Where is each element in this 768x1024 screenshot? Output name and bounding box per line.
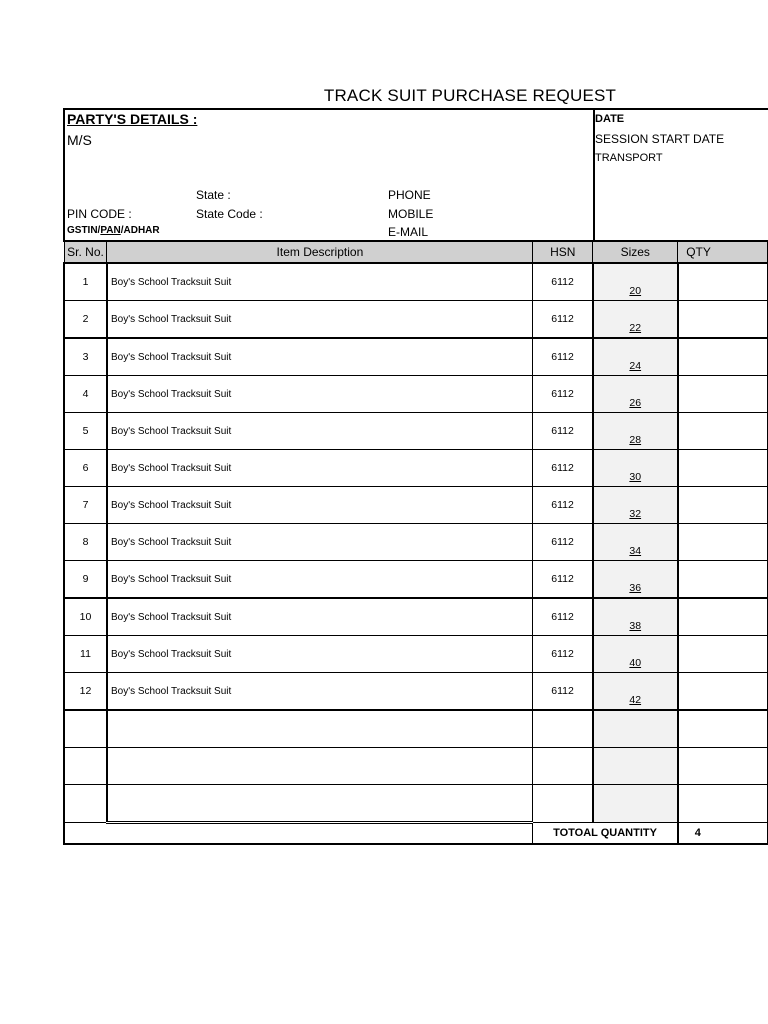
item-description-header: Item Description <box>107 241 533 263</box>
srno-cell: 7 <box>64 487 107 524</box>
hsn-cell: 6112 <box>533 673 593 711</box>
item-description-cell: Boy's School Tracksuit Suit <box>107 450 533 487</box>
srno-cell <box>64 785 107 823</box>
table-row <box>64 748 768 785</box>
size-cell <box>593 487 678 524</box>
hsn-cell: 6112 <box>533 524 593 561</box>
item-description-cell: Boy's School Tracksuit Suit <box>107 338 533 376</box>
srno-cell: 1 <box>64 263 107 301</box>
size-cell <box>593 598 678 636</box>
items-table <box>63 240 768 845</box>
table-row <box>64 301 768 339</box>
hsn-cell <box>533 748 593 785</box>
srno-cell: 3 <box>64 338 107 376</box>
item-description-cell: Boy's School Tracksuit Suit <box>107 487 533 524</box>
session-start-date-label: SESSION START DATE <box>595 132 725 146</box>
qty-cell[interactable] <box>678 263 768 301</box>
hsn-cell: 6112 <box>533 487 593 524</box>
table-row <box>64 338 768 376</box>
hsn-cell: 6112 <box>533 636 593 673</box>
total-quantity-label: TOTOAL QUANTITY <box>533 823 678 845</box>
item-description-cell: Boy's School Tracksuit Suit <box>107 376 533 413</box>
size-value: 28 <box>629 434 642 446</box>
sizes-header: Sizes <box>593 241 678 263</box>
qty-cell[interactable] <box>678 785 768 823</box>
item-description-cell: Boy's School Tracksuit Suit <box>107 598 533 636</box>
total-row <box>64 823 768 845</box>
size-cell <box>593 524 678 561</box>
hsn-cell: 6112 <box>533 450 593 487</box>
size-cell <box>593 301 678 339</box>
purchase-request-sheet <box>63 108 768 848</box>
state-label: State : <box>196 188 231 202</box>
hsn-cell: 6112 <box>533 598 593 636</box>
qty-cell[interactable] <box>678 748 768 785</box>
total-blank-cell <box>64 823 107 845</box>
qty-cell[interactable] <box>678 561 768 599</box>
document-title: TRACK SUIT PURCHASE REQUEST <box>323 86 617 105</box>
qty-cell[interactable] <box>678 450 768 487</box>
item-description-cell: Boy's School Tracksuit Suit <box>107 301 533 339</box>
srno-cell: 11 <box>64 636 107 673</box>
qty-cell[interactable] <box>678 524 768 561</box>
srno-cell: 6 <box>64 450 107 487</box>
srno-header: Sr. No. <box>64 241 107 263</box>
item-description-cell: Boy's School Tracksuit Suit <box>107 263 533 301</box>
qty-header: QTY <box>678 241 768 263</box>
item-description-cell: Boy's School Tracksuit Suit <box>107 413 533 450</box>
table-header-row <box>64 241 768 263</box>
qty-cell[interactable] <box>678 710 768 748</box>
srno-cell: 12 <box>64 673 107 711</box>
table-row <box>64 524 768 561</box>
table-row <box>64 673 768 711</box>
size-value: 20 <box>629 285 642 297</box>
hsn-cell: 6112 <box>533 561 593 599</box>
qty-cell[interactable] <box>678 598 768 636</box>
qty-cell[interactable] <box>678 636 768 673</box>
table-row <box>64 636 768 673</box>
srno-cell: 8 <box>64 524 107 561</box>
item-description-cell: Boy's School Tracksuit Suit <box>107 673 533 711</box>
size-value: 24 <box>629 360 642 372</box>
item-description-cell: Boy's School Tracksuit Suit <box>107 561 533 599</box>
qty-cell[interactable] <box>678 487 768 524</box>
hsn-cell: 6112 <box>533 263 593 301</box>
size-value: 32 <box>629 508 642 520</box>
size-value: 40 <box>629 657 642 669</box>
transport-label: TRANSPORT <box>595 152 663 164</box>
table-row <box>64 785 768 823</box>
phone-label: PHONE <box>388 188 431 202</box>
table-row <box>64 561 768 599</box>
date-label: DATE <box>595 113 625 125</box>
table-row <box>64 413 768 450</box>
total-blank-cell <box>107 823 533 845</box>
table-row <box>64 710 768 748</box>
srno-cell: 4 <box>64 376 107 413</box>
size-value: 38 <box>629 620 642 632</box>
size-cell <box>593 785 678 823</box>
size-cell <box>593 673 678 711</box>
item-description-cell <box>107 748 533 785</box>
qty-cell[interactable] <box>678 673 768 711</box>
qty-cell[interactable] <box>678 301 768 339</box>
qty-cell[interactable] <box>678 376 768 413</box>
items-body <box>64 263 768 844</box>
email-label: E-MAIL <box>388 225 429 239</box>
srno-cell: 10 <box>64 598 107 636</box>
total-quantity-value: 4 <box>678 823 768 845</box>
size-value: 30 <box>629 471 642 483</box>
hsn-cell <box>533 785 593 823</box>
party-details-header: PARTY'S DETAILS : <box>67 111 198 127</box>
mobile-label: MOBILE <box>388 207 434 221</box>
pan-label-part: PAN <box>100 225 121 236</box>
hsn-cell: 6112 <box>533 301 593 339</box>
state-code-label: State Code : <box>196 207 263 221</box>
srno-cell: 2 <box>64 301 107 339</box>
qty-cell[interactable] <box>678 338 768 376</box>
hsn-cell <box>533 710 593 748</box>
item-description-cell <box>107 785 533 823</box>
order-info-box <box>593 108 768 242</box>
size-cell <box>593 413 678 450</box>
srno-cell <box>64 748 107 785</box>
size-value: 36 <box>629 582 642 594</box>
party-details-box <box>63 108 595 242</box>
item-description-cell: Boy's School Tracksuit Suit <box>107 636 533 673</box>
srno-cell: 5 <box>64 413 107 450</box>
hsn-cell: 6112 <box>533 413 593 450</box>
pin-code-label: PIN CODE : <box>67 207 132 221</box>
size-cell <box>593 450 678 487</box>
table-row <box>64 487 768 524</box>
srno-cell <box>64 710 107 748</box>
size-cell <box>593 636 678 673</box>
size-value: 22 <box>629 322 642 334</box>
adhar-label-part: /ADHAR <box>120 225 160 236</box>
table-row <box>64 376 768 413</box>
hsn-cell: 6112 <box>533 376 593 413</box>
item-description-cell <box>107 710 533 748</box>
size-cell <box>593 263 678 301</box>
size-cell <box>593 748 678 785</box>
size-cell <box>593 338 678 376</box>
size-value: 26 <box>629 397 642 409</box>
hsn-cell: 6112 <box>533 338 593 376</box>
table-row <box>64 263 768 301</box>
table-row <box>64 598 768 636</box>
size-value: 34 <box>629 545 642 557</box>
gstin-label-part: GSTIN/ <box>67 225 101 236</box>
table-row <box>64 450 768 487</box>
size-value: 42 <box>629 694 642 706</box>
hsn-header: HSN <box>533 241 593 263</box>
gstin-pan-adhar-label <box>67 225 160 236</box>
size-cell <box>593 710 678 748</box>
qty-cell[interactable] <box>678 413 768 450</box>
size-cell <box>593 561 678 599</box>
size-cell <box>593 376 678 413</box>
srno-cell: 9 <box>64 561 107 599</box>
ms-label: M/S <box>67 132 92 148</box>
item-description-cell: Boy's School Tracksuit Suit <box>107 524 533 561</box>
